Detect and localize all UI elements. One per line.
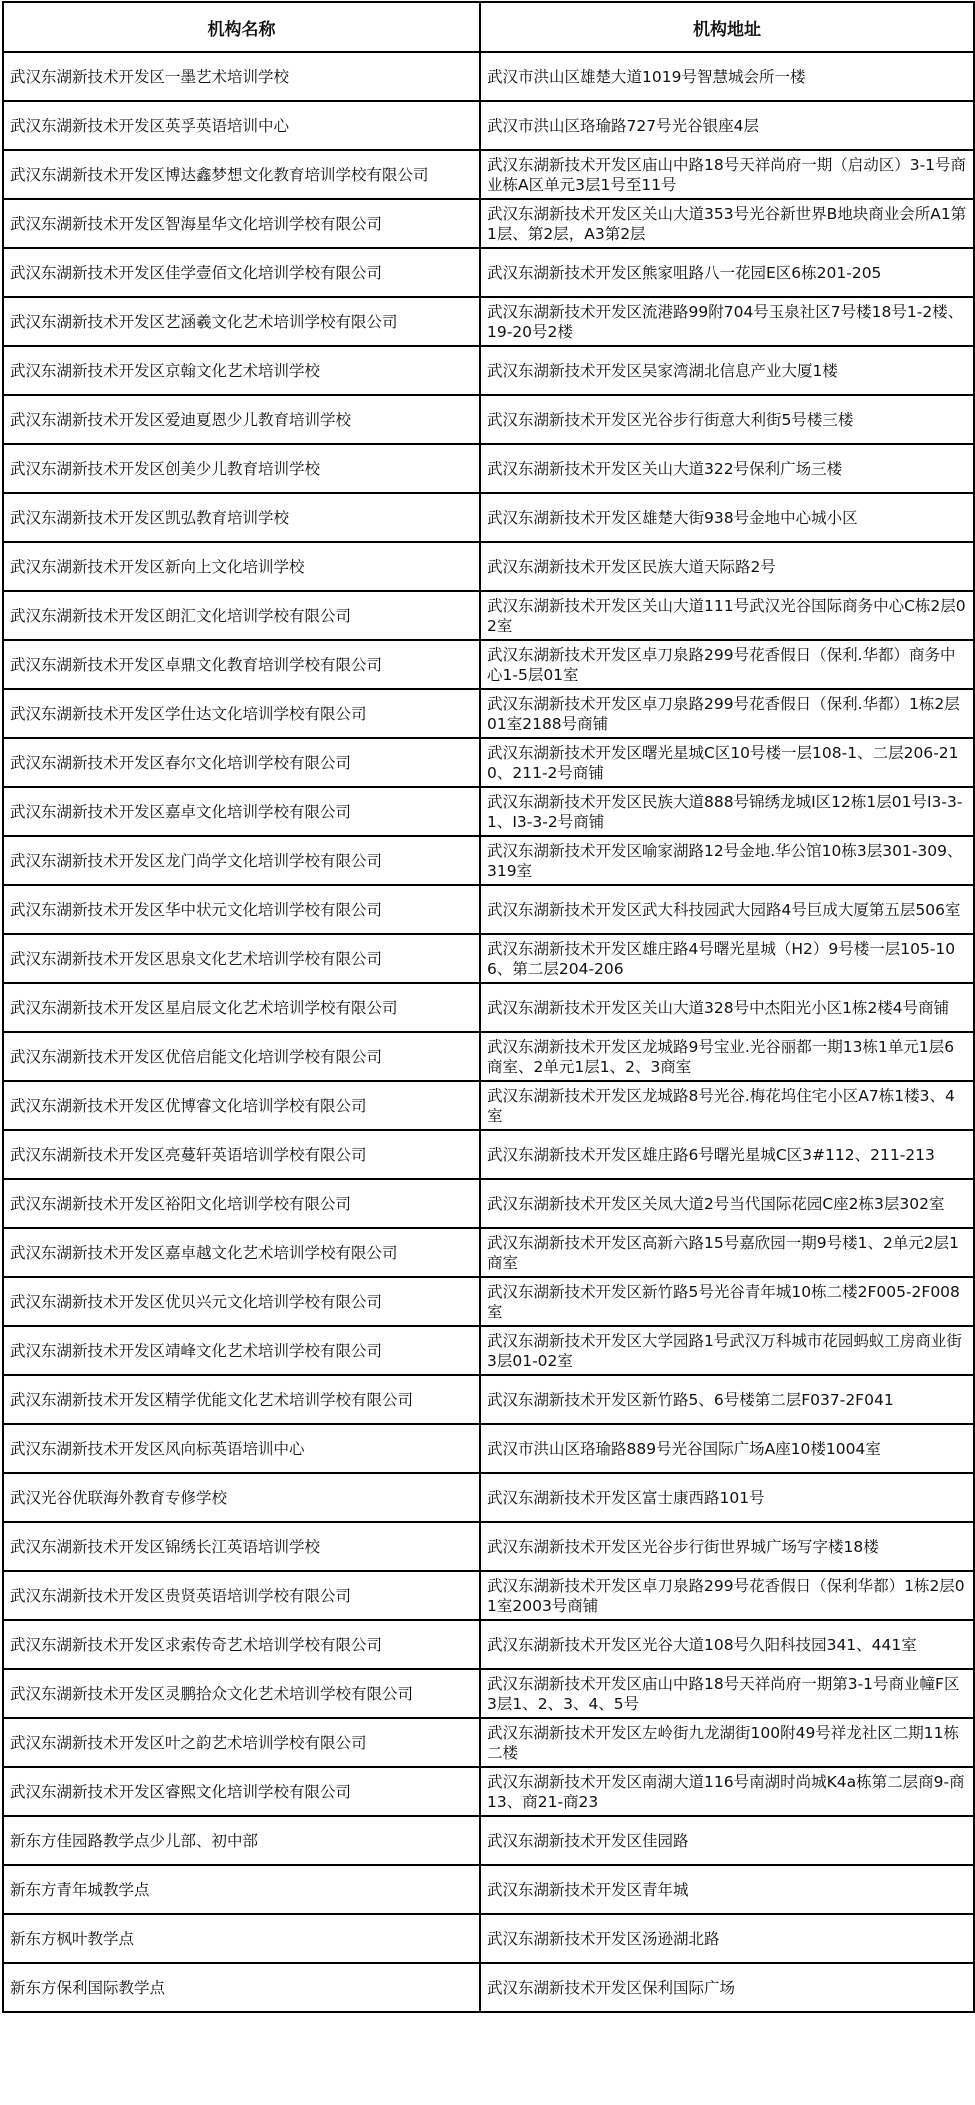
institution-address-cell: 武汉东湖新技术开发区民族大道天际路2号: [480, 542, 974, 591]
table-row: [3, 346, 974, 395]
institution-name-cell: 武汉光谷优联海外教育专修学校: [3, 1473, 480, 1522]
institution-name-cell: 新东方青年城教学点: [3, 1865, 480, 1914]
institution-address-cell: 武汉东湖新技术开发区佳园路: [480, 1816, 974, 1865]
table-row: [3, 101, 974, 150]
table-row: [3, 444, 974, 493]
table-row: [3, 1571, 974, 1620]
institution-address-cell: 武汉东湖新技术开发区卓刀泉路299号花香假日（保利.华都）1栋2层01室2188号商铺: [480, 689, 974, 738]
table-row: [3, 1277, 974, 1326]
institution-address-cell: 武汉东湖新技术开发区卓刀泉路299号花香假日（保利.华都）商务中心1-5层01室: [480, 640, 974, 689]
institution-name-cell: 武汉东湖新技术开发区思泉文化艺术培训学校有限公司: [3, 934, 480, 983]
institution-name-cell: 武汉东湖新技术开发区裕阳文化培训学校有限公司: [3, 1179, 480, 1228]
institution-name-cell: 武汉东湖新技术开发区龙门尚学文化培训学校有限公司: [3, 836, 480, 885]
institution-name-cell: 武汉东湖新技术开发区嘉卓越文化艺术培训学校有限公司: [3, 1228, 480, 1277]
institution-name-cell: 武汉东湖新技术开发区朗汇文化培训学校有限公司: [3, 591, 480, 640]
table-row: [3, 297, 974, 346]
table-row: [3, 395, 974, 444]
institution-name-cell: 武汉东湖新技术开发区优博睿文化培训学校有限公司: [3, 1081, 480, 1130]
institution-name-cell: 武汉东湖新技术开发区卓鼎文化教育培训学校有限公司: [3, 640, 480, 689]
institution-address-cell: 武汉东湖新技术开发区保利国际广场: [480, 1963, 974, 2012]
table-header-row: [3, 2, 974, 52]
institution-address-cell: 武汉东湖新技术开发区青年城: [480, 1865, 974, 1914]
table-row: [3, 934, 974, 983]
institution-address-cell: 武汉东湖新技术开发区光谷大道108号久阳科技园341、441室: [480, 1620, 974, 1669]
table-row: [3, 1522, 974, 1571]
institution-name-cell: 新东方保利国际教学点: [3, 1963, 480, 2012]
institution-name-cell: 武汉东湖新技术开发区爱迪夏恩少儿教育培训学校: [3, 395, 480, 444]
institution-address-cell: 武汉东湖新技术开发区光谷步行街意大利街5号楼三楼: [480, 395, 974, 444]
table-row: [3, 1718, 974, 1767]
table-row: [3, 738, 974, 787]
institution-name-cell: 武汉东湖新技术开发区亮蔓轩英语培训学校有限公司: [3, 1130, 480, 1179]
institution-name-cell: 武汉东湖新技术开发区华中状元文化培训学校有限公司: [3, 885, 480, 934]
institution-name-cell: 武汉东湖新技术开发区叶之韵艺术培训学校有限公司: [3, 1718, 480, 1767]
institution-address-cell: 武汉东湖新技术开发区高新六路15号嘉欣园一期9号楼1、2单元2层1商室: [480, 1228, 974, 1277]
institution-address-cell: 武汉东湖新技术开发区吴家湾湖北信息产业大厦1楼: [480, 346, 974, 395]
institution-name-cell: 新东方枫叶教学点: [3, 1914, 480, 1963]
institution-address-cell: 武汉东湖新技术开发区龙城路9号宝业.光谷丽都一期13栋1单元1层6商室、2单元1层1、2、3商室: [480, 1032, 974, 1081]
institution-address-cell: 武汉东湖新技术开发区富士康西路101号: [480, 1473, 974, 1522]
table-row: [3, 1424, 974, 1473]
institution-address-cell: 武汉市洪山区珞瑜路727号光谷银座4层: [480, 101, 974, 150]
institution-address-cell: 武汉东湖新技术开发区雄庄路4号曙光星城（H2）9号楼一层105-106、第二层204-206: [480, 934, 974, 983]
institution-name-cell: 武汉东湖新技术开发区锦绣长江英语培训学校: [3, 1522, 480, 1571]
institution-name-cell: 武汉东湖新技术开发区靖峰文化艺术培训学校有限公司: [3, 1326, 480, 1375]
institution-address-cell: 武汉东湖新技术开发区新竹路5、6号楼第二层F037-2F041: [480, 1375, 974, 1424]
table-row: [3, 983, 974, 1032]
institution-address-cell: 武汉市洪山区珞瑜路889号光谷国际广场A座10楼1004室: [480, 1424, 974, 1473]
institution-name-cell: 武汉东湖新技术开发区京翰文化艺术培训学校: [3, 346, 480, 395]
institution-address-cell: 武汉东湖新技术开发区雄庄路6号曙光星城C区3#112、211-213: [480, 1130, 974, 1179]
institution-name-cell: 武汉东湖新技术开发区新向上文化培训学校: [3, 542, 480, 591]
table-row: [3, 640, 974, 689]
institution-address-cell: 武汉东湖新技术开发区南湖大道116号南湖时尚城K4a栋第二层商9-商13、商21-商23: [480, 1767, 974, 1816]
institution-address-cell: 武汉东湖新技术开发区民族大道888号锦绣龙城I区12栋1层01号I3-3-1、I3-3-2号商铺: [480, 787, 974, 836]
institution-address-cell: 武汉东湖新技术开发区关山大道111号武汉光谷国际商务中心C栋2层02室: [480, 591, 974, 640]
table-row: [3, 1375, 974, 1424]
table-row: [3, 1326, 974, 1375]
institution-name-cell: 武汉东湖新技术开发区英孚英语培训中心: [3, 101, 480, 150]
institution-address-cell: 武汉东湖新技术开发区左岭街九龙湖街100附49号祥龙社区二期11栋二楼: [480, 1718, 974, 1767]
table-row: [3, 1228, 974, 1277]
institution-name-cell: 武汉东湖新技术开发区睿熙文化培训学校有限公司: [3, 1767, 480, 1816]
institution-address-cell: 武汉东湖新技术开发区流港路99附704号玉泉社区7号楼18号1-2楼、19-20号2楼: [480, 297, 974, 346]
institution-name-cell: 武汉东湖新技术开发区求索传奇艺术培训学校有限公司: [3, 1620, 480, 1669]
institution-name-cell: 武汉东湖新技术开发区春尔文化培训学校有限公司: [3, 738, 480, 787]
table-row: [3, 1032, 974, 1081]
table-row: [3, 493, 974, 542]
institution-address-cell: 武汉东湖新技术开发区汤逊湖北路: [480, 1914, 974, 1963]
table-row: [3, 1669, 974, 1718]
table-row: [3, 1767, 974, 1816]
table-row: [3, 787, 974, 836]
table-row: [3, 1963, 974, 2012]
institution-address-cell: 武汉东湖新技术开发区武大科技园武大园路4号巨成大厦第五层506室: [480, 885, 974, 934]
institution-name-cell: 武汉东湖新技术开发区一墨艺术培训学校: [3, 52, 480, 101]
institution-address-cell: 武汉东湖新技术开发区关山大道328号中杰阳光小区1栋2楼4号商铺: [480, 983, 974, 1032]
institution-name-cell: 武汉东湖新技术开发区精学优能文化艺术培训学校有限公司: [3, 1375, 480, 1424]
institution-address-cell: 武汉东湖新技术开发区庙山中路18号天祥尚府一期第3-1号商业幢F区3层1、2、3、4、5号: [480, 1669, 974, 1718]
institution-address-cell: 武汉东湖新技术开发区龙城路8号光谷.梅花坞住宅小区A7栋1楼3、4室: [480, 1081, 974, 1130]
institution-name-cell: 武汉东湖新技术开发区佳学壹佰文化培训学校有限公司: [3, 248, 480, 297]
institution-address-cell: 武汉东湖新技术开发区关山大道353号光谷新世界B地块商业会所A1第1层、第2层，A3第2层: [480, 199, 974, 248]
institution-name-cell: 武汉东湖新技术开发区星启辰文化艺术培训学校有限公司: [3, 983, 480, 1032]
institution-address-cell: 武汉东湖新技术开发区光谷步行街世界城广场写字楼18楼: [480, 1522, 974, 1571]
institution-table: [2, 1, 975, 2013]
institution-name-cell: 武汉东湖新技术开发区贵贤英语培训学校有限公司: [3, 1571, 480, 1620]
table-row: [3, 689, 974, 738]
institution-address-cell: 武汉东湖新技术开发区熊家咀路八一花园E区6栋201-205: [480, 248, 974, 297]
institution-name-cell: 武汉东湖新技术开发区博达鑫梦想文化教育培训学校有限公司: [3, 150, 480, 199]
table-row: [3, 1081, 974, 1130]
table-row: [3, 885, 974, 934]
institution-name-cell: 武汉东湖新技术开发区嘉卓文化培训学校有限公司: [3, 787, 480, 836]
institution-name-cell: 武汉东湖新技术开发区学仕达文化培训学校有限公司: [3, 689, 480, 738]
institution-name-cell: 武汉东湖新技术开发区凯弘教育培训学校: [3, 493, 480, 542]
institution-address-cell: 武汉东湖新技术开发区卓刀泉路299号花香假日（保利华都）1栋2层01室2003号商铺: [480, 1571, 974, 1620]
institution-address-cell: 武汉东湖新技术开发区新竹路5号光谷青年城10栋二楼2F005-2F008室: [480, 1277, 974, 1326]
institution-name-cell: 新东方佳园路教学点少儿部、初中部: [3, 1816, 480, 1865]
institution-address-cell: 武汉东湖新技术开发区关凤大道2号当代国际花园C座2栋3层302室: [480, 1179, 974, 1228]
institution-address-cell: 武汉东湖新技术开发区庙山中路18号天祥尚府一期（启动区）3-1号商业栋A区单元3层1号至11号: [480, 150, 974, 199]
table-row: [3, 248, 974, 297]
table-row: [3, 1865, 974, 1914]
header-institution-name: 机构名称: [3, 2, 480, 52]
institution-address-cell: 武汉东湖新技术开发区喻家湖路12号金地.华公馆10栋3层301-309、319室: [480, 836, 974, 885]
institution-name-cell: 武汉东湖新技术开发区灵鹏拾众文化艺术培训学校有限公司: [3, 1669, 480, 1718]
table-row: [3, 199, 974, 248]
institution-address-cell: 武汉市洪山区雄楚大道1019号智慧城会所一楼: [480, 52, 974, 101]
institution-name-cell: 武汉东湖新技术开发区艺涵羲文化艺术培训学校有限公司: [3, 297, 480, 346]
table-row: [3, 591, 974, 640]
institution-address-cell: 武汉东湖新技术开发区关山大道322号保利广场三楼: [480, 444, 974, 493]
institution-name-cell: 武汉东湖新技术开发区优贝兴元文化培训学校有限公司: [3, 1277, 480, 1326]
institution-name-cell: 武汉东湖新技术开发区优倍启能文化培训学校有限公司: [3, 1032, 480, 1081]
table-row: [3, 836, 974, 885]
institution-name-cell: 武汉东湖新技术开发区智海星华文化培训学校有限公司: [3, 199, 480, 248]
institution-address-cell: 武汉东湖新技术开发区曙光星城C区10号楼一层108-1、二层206-210、211-2号商铺: [480, 738, 974, 787]
table-row: [3, 150, 974, 199]
institution-address-cell: 武汉东湖新技术开发区雄楚大街938号金地中心城小区: [480, 493, 974, 542]
institution-name-cell: 武汉东湖新技术开发区创美少儿教育培训学校: [3, 444, 480, 493]
institution-name-cell: 武汉东湖新技术开发区风向标英语培训中心: [3, 1424, 480, 1473]
table-row: [3, 1816, 974, 1865]
table-row: [3, 1473, 974, 1522]
table-row: [3, 52, 974, 101]
table-row: [3, 1130, 974, 1179]
table-row: [3, 1914, 974, 1963]
table-row: [3, 542, 974, 591]
header-institution-address: 机构地址: [480, 2, 974, 52]
table-row: [3, 1179, 974, 1228]
institution-address-cell: 武汉东湖新技术开发区大学园路1号武汉万科城市花园蚂蚁工房商业街3层01-02室: [480, 1326, 974, 1375]
table-row: [3, 1620, 974, 1669]
